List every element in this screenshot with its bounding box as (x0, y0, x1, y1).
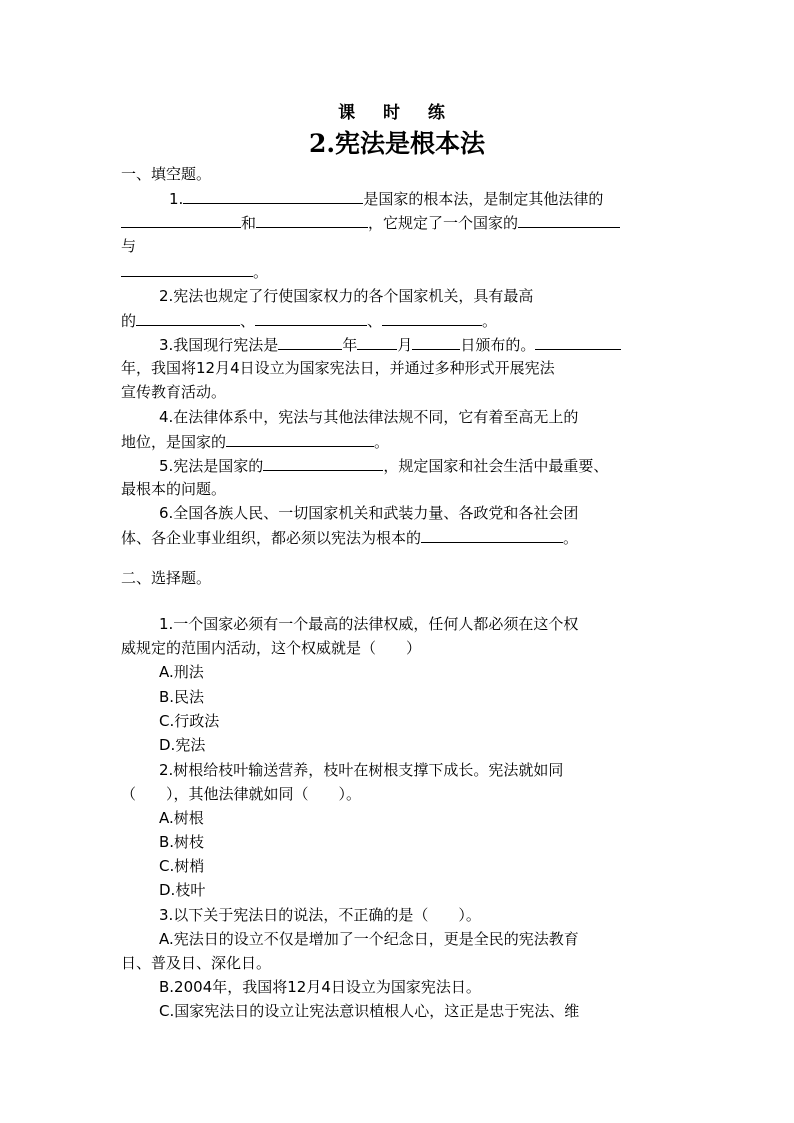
q6-line1: 6.全国各族人民、一切国家机关和武装力量、各政党和各社会团 (159, 504, 579, 522)
q1-number: 1. (169, 190, 184, 208)
q5-text-a: 5.宪法是国家的 (159, 457, 264, 475)
q1-blank-2[interactable] (121, 212, 241, 228)
q4-blank[interactable] (226, 431, 374, 447)
mc2-option-a[interactable]: A.树根 (159, 809, 204, 827)
q2-sep-1: 、 (240, 312, 256, 330)
q3-line1 (159, 334, 621, 354)
q1-text-a: 是国家的根本法，是制定其他法律的 (363, 190, 604, 208)
q2-end: 。 (482, 312, 498, 330)
q2-blank-1[interactable] (136, 310, 240, 326)
mc3-option-a-line2: 日、普及日、深化日。 (121, 954, 272, 972)
q1-blank-3[interactable] (256, 212, 368, 228)
q5-blank[interactable] (263, 455, 383, 471)
q3-text-a: 3.我国现行宪法是 (159, 336, 279, 354)
q1-text-e: 。 (253, 263, 269, 281)
q5-line1 (159, 455, 608, 475)
section-heading-fill-in: 一、填空题。 (121, 165, 212, 183)
mc1-line1: 1.一个国家必须有一个最高的法律权威，任何人都必须在这个权 (159, 615, 579, 633)
q1-text-c: ，它规定了一个国家的 (368, 214, 519, 232)
q2-line2 (121, 310, 497, 330)
q1-text-b: 和 (241, 214, 257, 232)
q1-blank-1[interactable] (183, 188, 363, 204)
q6-text-b: 体、各企业事业组织，都必须以宪法为根本的 (121, 529, 422, 547)
q3-month-label: 月 (397, 336, 413, 354)
mc3-option-b[interactable]: B.2004年，我国将12月4日设立为国家宪法日。 (159, 978, 481, 996)
q6-end: 。 (563, 529, 579, 547)
q3-line2: 年，我国将12月4日设立为国家宪法日，并通过多种形式开展宪法 (121, 359, 555, 377)
q3-blank-year[interactable] (278, 334, 342, 350)
q5-line2: 最根本的问题。 (121, 480, 227, 498)
q3-line3: 宣传教育活动。 (121, 383, 227, 401)
q6-blank[interactable] (421, 527, 563, 543)
q2-blank-2[interactable] (255, 310, 367, 326)
mc1-option-d[interactable]: D.宪法 (159, 736, 206, 754)
q2-blank-3[interactable] (382, 310, 482, 326)
q4-line2 (121, 431, 389, 451)
section-heading-choice: 二、选择题。 (121, 569, 212, 587)
q3-text-tail: 日颁布的。 (460, 336, 536, 354)
q1-blank-4[interactable] (518, 212, 620, 228)
mc2-option-b[interactable]: B.树枝 (159, 833, 205, 851)
mc1-option-b[interactable]: B.民法 (159, 688, 205, 706)
q1-line1 (169, 188, 603, 208)
q4-end: 。 (374, 433, 390, 451)
mc1-option-a[interactable]: A.刑法 (159, 663, 204, 681)
lesson-title: 2.宪法是根本法 (308, 129, 486, 158)
q1-line2 (121, 212, 620, 232)
q3-blank-day[interactable] (412, 334, 460, 350)
q3-blank-month[interactable] (357, 334, 397, 350)
mc3-option-a-line1[interactable]: A.宪法日的设立不仅是增加了一个纪念日，更是全民的宪法教育 (159, 930, 579, 948)
worksheet-subtitle: 课 时 练 (338, 103, 456, 123)
mc2-option-d[interactable]: D.枝叶 (159, 881, 206, 899)
mc2-option-c[interactable]: C.树梢 (159, 857, 205, 875)
mc2-line2: （ ），其他法律就如同（ ）。 (121, 785, 362, 803)
mc3-line1: 3.以下关于宪法日的说法，不正确的是（ ）。 (159, 906, 481, 924)
q2-line1: 2.宪法也规定了行使国家权力的各个国家机关，具有最高 (159, 287, 534, 305)
q1-line3: 与 (121, 237, 137, 255)
q6-line2 (121, 527, 578, 547)
q3-blank-2[interactable] (535, 334, 621, 350)
q1-blank-5[interactable] (121, 261, 253, 277)
q2-sep-2: 、 (367, 312, 383, 330)
q1-line4 (121, 261, 268, 281)
mc2-line1: 2.树根给枝叶输送营养，枝叶在树根支撑下成长。宪法就如同 (159, 761, 564, 779)
mc1-line2: 威规定的范围内活动，这个权威就是（ ） (121, 639, 422, 657)
mc1-option-c[interactable]: C.行政法 (159, 712, 220, 730)
mc3-option-c[interactable]: C.国家宪法日的设立让宪法意识植根人心，这正是忠于宪法、维 (159, 1002, 580, 1020)
q4-line1: 4.在法律体系中，宪法与其他法律法规不同，它有着至高无上的 (159, 408, 579, 426)
q5-text-b: ，规定国家和社会生活中最重要、 (383, 457, 609, 475)
q2-text-b: 的 (121, 312, 137, 330)
q4-text-b: 地位，是国家的 (121, 433, 227, 451)
q3-year-label: 年 (342, 336, 358, 354)
